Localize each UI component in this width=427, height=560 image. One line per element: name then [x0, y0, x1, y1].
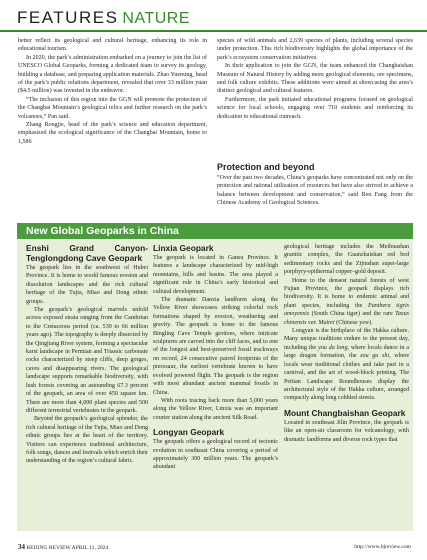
- paragraph: Zhang Rongjie, head of the park’s science and education department, emphasized the ecological significance of the Changbai Mountain, home to 1,586: [18, 122, 207, 145]
- paragraph: “Over the past two decades, China’s geoparks have concentrated not only on the protection and rational utilization of resources but have also strived to achieve a balance between development and conservation,” said Ren Fang from the Chinese Academy of Geological Sciences.: [217, 175, 413, 207]
- paragraph: better reflect its geological and cultural heritage, enhancing its role in educational tourism.: [18, 38, 207, 53]
- subsection-label: NATURE: [122, 10, 191, 27]
- paragraph: Home to the densest natural forests of west Fujian Province, the geopark displays rich biodiversity. It is home to endemic animal and plant species, including the Panthera tigris amoyensis (South China tiger) and the rare Taxus chinensis var. Mairei (Chinese yew).: [284, 277, 409, 326]
- left-column: [18, 37, 207, 146]
- box-column-2: [153, 243, 278, 472]
- footer-url[interactable]: http://www.bjreview.com: [354, 544, 411, 550]
- paragraph: With roots tracing back more than 5,000 years along the Yellow River, Linxia was an important courier station along the ancient Silk Road.: [153, 397, 278, 421]
- paragraph: The geopark’s geological marvels unfold across exposed strata ranging from the Cambrian to the Cretaceous period (ca. 539 to 66 million years ago). The topography is deeply dissected by the Qingjiang River system, forming a spectacular karst landscape in Permian and Triassic carbonate rocks characterized by steep cliffs, deep gorges, caves and disappearing rivers. The geological landscape supports remarkable biodiversity, with lush forests covering an astounding 67.3 percent of the geopark, an area of over 450 square km. There are more than 4,000 plant species and 500 different terrestrial vertebrates in the geopark.: [26, 307, 148, 414]
- box-title: New Global Geoparks in China: [26, 225, 179, 237]
- footer-left: [18, 544, 108, 552]
- section-label: FEATURES: [17, 8, 119, 27]
- paragraph: The geopark offers a geological record of tectonic evolution in southeast China covering a period of approximately 300 million years. The geopark’s abundant: [153, 439, 278, 471]
- header-rule: [0, 30, 427, 32]
- paragraph: Beyond the geopark’s geological splendor, the rich cultural heritage of the Tujia, Miao and Dong ethnic groups lies at the heart of the territory. Visitors can experience traditional architecture, folk songs, dances and festivals which enrich their understanding of the region’s cultural fabric.: [26, 416, 148, 465]
- paragraph: geological heritage includes the Meihuashan granitic complex, the Guanzhaishan red bed sedimentary rocks and the Zijinshan super-large porphyry-epithermal copper–gold deposit.: [284, 244, 409, 276]
- protection-section: [217, 174, 413, 208]
- paragraph: The geopark is located in Gansu Province. It features a landscape characterized by mid-high mountains, hills and basins. The area played a significant role in China’s early historical and cultural development.: [153, 255, 278, 295]
- paragraph: In 2020, the park’s administration embarked on a journey to join the list of UNESCO Global Geoparks, forming a dedicated team to survey its geology, building a database, and preparing application materials. Zhao Yueming, head of the park’s public relations department, revealed that over 33 million yuan ($4.5 million) was invested in the endeavor.: [18, 54, 207, 95]
- box-title-band: [17, 223, 413, 239]
- paragraph: species of wild animals and 2,639 species of plants, including several species under protection. This rich biodiversity highlights the global importance of the park’s ecosystem conservation initiatives.: [217, 38, 413, 61]
- paragraph: Furthermore, the park initiated educational programs focused on geological science for local schools, engaging over 710 students and reinforcing its dedication to educational outreach.: [217, 96, 413, 120]
- paragraph: The geopark lies in the southwest of Hubei Province. It is home to world famous erosion and dissolution landscapes and the rich cultural heritage of the Tujia, Miao and Dong ethnic groups.: [26, 265, 148, 305]
- paragraph: The dramatic Danxia landform along the Yellow River showcases striking colorful rock formations shaped by erosion, weathering and gravity. The geopark is home to the famous Bingling Cave Temple grottoes, where intricate sculptures are carved into the cliff faces, and to one of the longest and best-preserved fossil trackways on record, 24 consecutive paired footprints of the pterosaur, the earliest vertebrate known to have evolved powered flight. The geopark is the region with most abundant ancient mammal fossils in China.: [153, 297, 278, 396]
- section-header: [17, 8, 190, 30]
- changbaishan-title: Mount Changbaishan Geopark: [284, 407, 406, 418]
- species-name: Taxus chinensis var. Mairei: [284, 311, 409, 326]
- page-number: 34: [18, 543, 25, 551]
- box-column-1: [26, 243, 148, 466]
- enshi-title: Enshi Grand Canyon-Tenglongdong Cave Geopark: [26, 243, 148, 263]
- tradition-name: you da long: [318, 344, 348, 351]
- protection-heading: Protection and beyond: [217, 162, 315, 172]
- linxia-title: Linxia Geopark: [153, 243, 214, 253]
- paragraph: Longyan is the birthplace of the Hakka culture. Many unique traditions endure to the present day, including the you da long, where locals dance in a large dragon formation, the zou gu shi, where locals wear traditional clothes and take part in a carnival, and the art of wood-block printing. The Peitian Landscape Roundhouses display the architectural style of the Hakka culture, arranged compactly along long cobbled streets.: [284, 328, 410, 402]
- tradition-name: zou gu shi: [360, 353, 390, 360]
- paragraph: “The inclusion of this region into the GGN will promote the protection of the Changbai Mountain’s geological relics and further research on the park’s volcanoes,” Pan said.: [18, 96, 207, 120]
- species-name: Panthera tigris amoyensis: [284, 302, 409, 318]
- box-column-3: [284, 243, 409, 444]
- magazine-info: BEIJING REVIEW APRIL 11, 2024: [26, 545, 109, 551]
- paragraph: Located in southeast Jilin Province, the geopark is like an open-air classroom for volcanology, with dramatic landforms and diverse rock types that: [284, 419, 409, 443]
- paragraph: In their application to join the GGN, the team enhanced the Changbaishan Museum of Natural History by adding more geological elements, ore specimens, and folk culture exhibits. These additions were aimed at showcasing the area’s distinct geological and cultural features.: [217, 63, 413, 95]
- right-column: [217, 37, 413, 121]
- longyan-title: Longyan Geopark: [153, 427, 225, 438]
